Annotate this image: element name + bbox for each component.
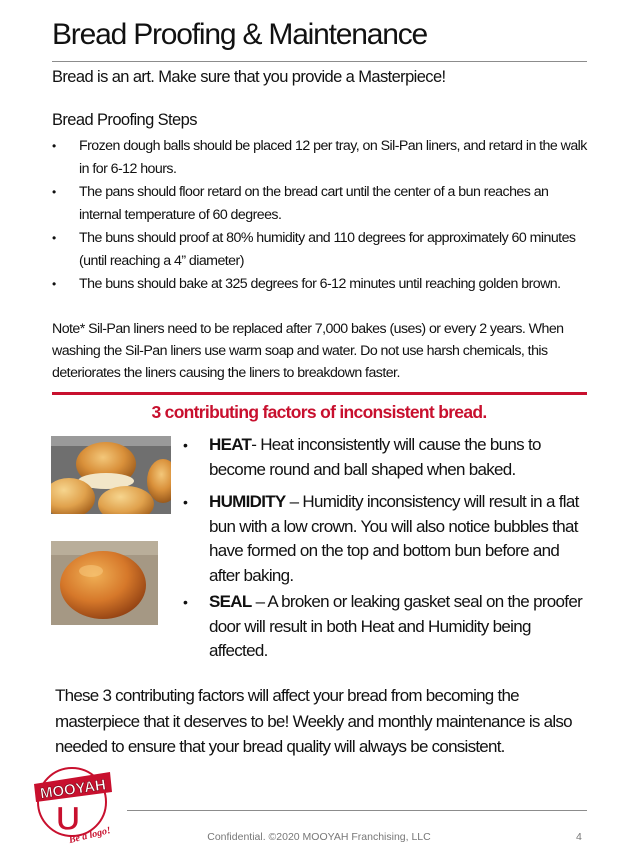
subtitle: Bread is an art. Make sure that you provide a Masterpiece! xyxy=(52,68,446,86)
bullet-icon: • xyxy=(52,277,56,291)
step-text: Frozen dough balls should be placed 12 per tray, on Sil-Pan liners, and retard in the walk in for 6-12 hours. xyxy=(79,138,587,177)
step-text: The pans should floor retard on the bread cart until the center of a bun reaches an internal temperature of 60 degrees. xyxy=(79,184,549,223)
bullet-icon: • xyxy=(183,494,188,510)
proofing-steps-list xyxy=(52,135,592,296)
step-text: The buns should bake at 325 degrees for 6-12 minutes until reaching golden brown. xyxy=(79,276,561,292)
factors-list xyxy=(181,433,591,664)
buns-on-tray-photo xyxy=(51,436,171,514)
factor-term: HEAT xyxy=(209,435,252,454)
factors-heading: 3 contributing factors of inconsistent bread. xyxy=(151,402,487,422)
list-item xyxy=(52,135,592,181)
bullet-icon: • xyxy=(52,185,56,199)
logo-wordmark: MOOYAH xyxy=(39,776,107,803)
factor-text: - Heat inconsistently will cause the buns to become round and ball shaped when baked. xyxy=(209,435,541,479)
closing-paragraph: These 3 contributing factors will affect your bread from becoming the masterpiece that it deserves to be! Weekly and monthly maintenance is also needed to ensure that your bread quality will always be consistent. xyxy=(55,686,572,756)
logo-tagline: Be a logo! xyxy=(67,825,112,844)
factor-text: – A broken or leaking gasket seal on the proofer door will result in both Heat and Humidity being affected. xyxy=(209,592,583,660)
logo-letter: U xyxy=(55,800,81,838)
liner-note: Note* Sil-Pan liners need to be replaced after 7,000 bakes (uses) or every 2 years. When washing the Sil-Pan liners use warm soap and water. Do not use harsh chemicals, this deteriorates the liners causing the liners to breakdown faster. xyxy=(52,321,564,381)
list-item xyxy=(52,181,592,227)
section-divider xyxy=(52,392,587,395)
bullet-icon: • xyxy=(183,594,188,610)
bullet-icon: • xyxy=(52,231,56,245)
single-bun-photo xyxy=(51,541,158,625)
factor-term: SEAL xyxy=(209,592,252,611)
factor-text: – Humidity inconsistency will result in a flat bun with a low crown. You will also notice bubbles that have formed on the top and bottom bun before and after baking. xyxy=(209,492,579,585)
list-item xyxy=(181,590,591,664)
list-item xyxy=(181,433,591,482)
page-number: 4 xyxy=(576,831,582,843)
list-item xyxy=(52,273,592,296)
factor-term: HUMIDITY xyxy=(209,492,286,511)
page-title: Bread Proofing & Maintenance xyxy=(52,18,427,51)
footer-divider xyxy=(127,810,587,811)
list-item xyxy=(181,490,591,588)
list-item xyxy=(52,227,592,273)
footer-text: Confidential. ©2020 MOOYAH Franchising, LLC xyxy=(207,831,431,843)
step-text: The buns should proof at 80% humidity and 110 degrees for approximately 60 minutes (until reaching a 4” diameter) xyxy=(79,230,576,269)
steps-heading: Bread Proofing Steps xyxy=(52,111,197,129)
bullet-icon: • xyxy=(52,139,56,153)
title-divider xyxy=(52,61,587,62)
bullet-icon: • xyxy=(183,437,188,453)
